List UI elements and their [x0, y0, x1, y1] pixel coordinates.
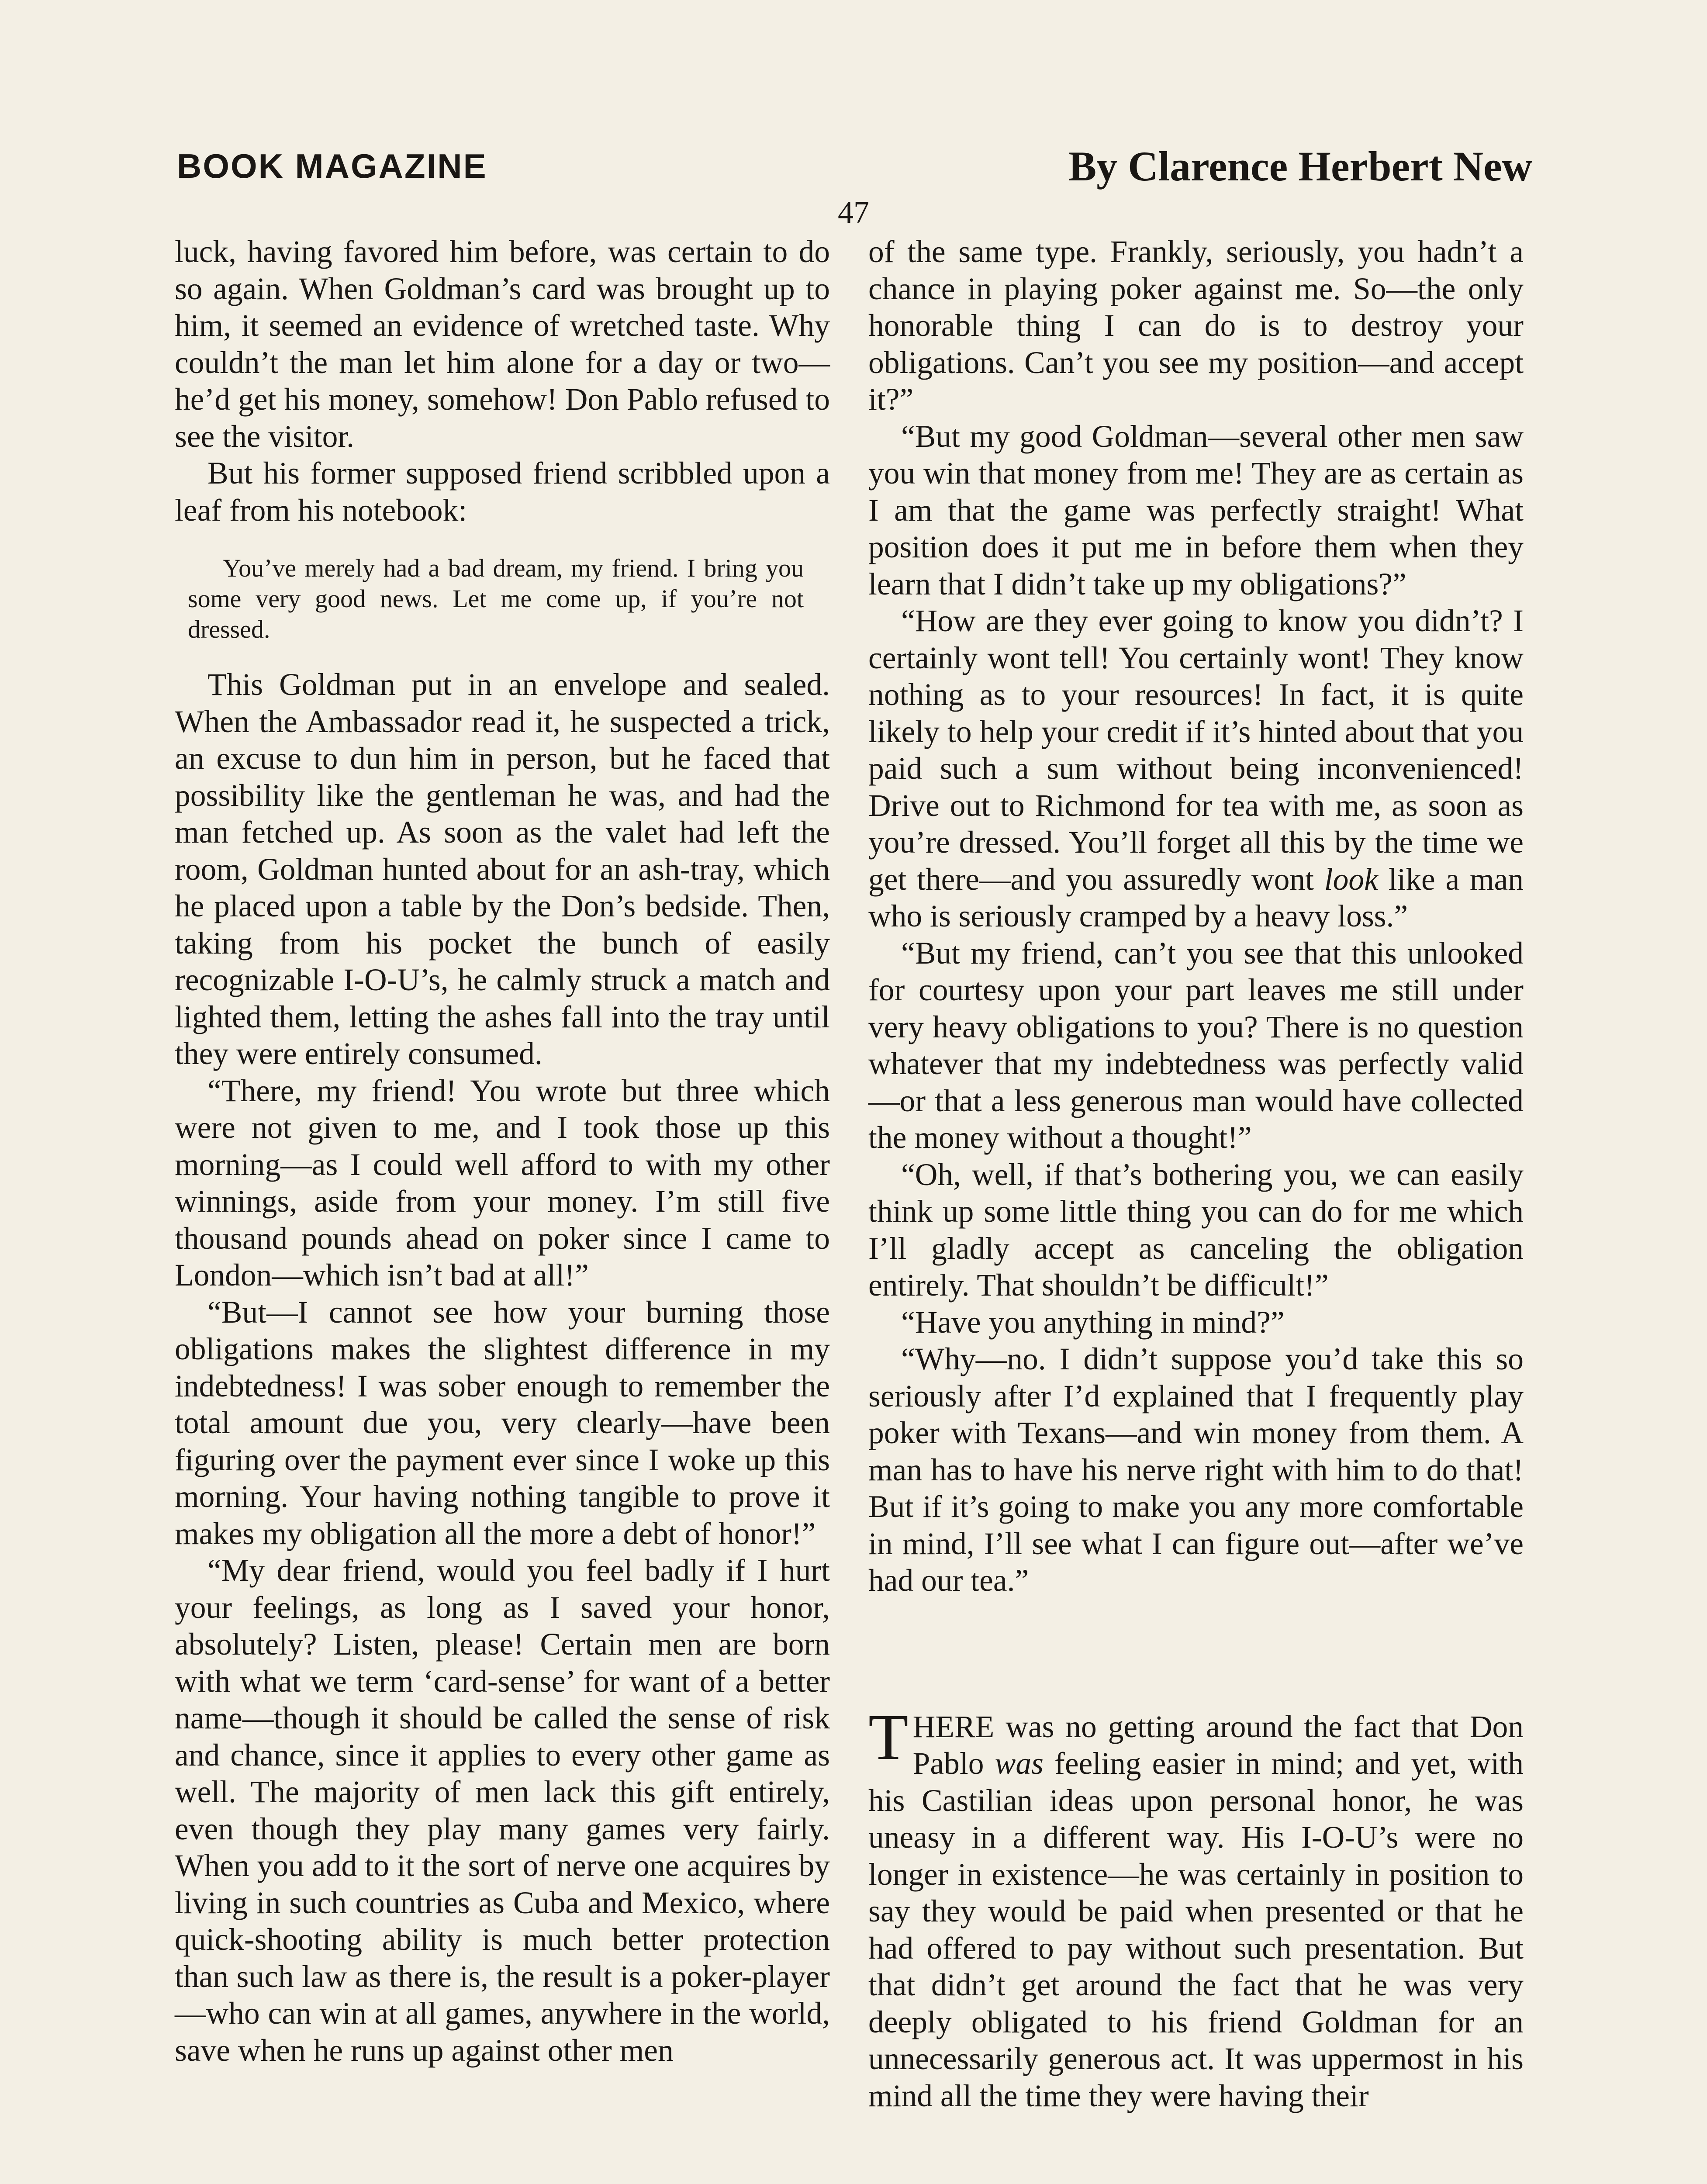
paragraph: [868, 603, 1524, 935]
italic-word: look: [1324, 862, 1378, 897]
paragraph: “But—I cannot see how your burning those obligations makes the slightest difference in my indebtedness! I was sober enough to remember the total amount due you, very clearly—have been figuring over the payment ever since I woke up this morning. Your having nothing tangible to prove it makes my obligation all the more a debt of honor!”: [175, 1295, 830, 1551]
running-header-left: BOOK MAGAZINE: [177, 147, 487, 185]
right-column: [868, 234, 1524, 2115]
page-number: 47: [838, 195, 869, 230]
section-break: [868, 1600, 1524, 1709]
paragraph: This Goldman put in an envelope and sealed. When the Ambassador read it, he suspected a trick, an excuse to dun him in person, but he faced that possibility like the gentleman he was, and had the man fetched up. As soon as the valet had left the room, Goldman hunted about for an ash-tray, which he placed upon a table by the Don’s bedside. Then, taking from his pocket the bunch of easily recognizable I-O-U’s, he calmly struck a match and lighted them, letting the ashes fall into the tray until they were entirely consumed.: [175, 667, 830, 1071]
paragraph: But his former supposed friend scribbled upon a leaf from his notebook:: [175, 456, 830, 528]
paragraph: of the same type. Frankly, seriously, you hadn’t a chance in playing poker against me. So—the only honorable thing I can do is to destroy your obligations. Can’t you see my position—and accept it?”: [868, 235, 1524, 417]
italic-word: was: [995, 1746, 1044, 1781]
paragraph: “But my friend, can’t you see that this unlooked for courtesy upon your part leaves me still under very heavy obligations to you? There is no question whatever that my indebtedness was perfectly valid—or that a less generous man would have collected the money without a thought!”: [868, 936, 1524, 1155]
notebook-note: You’ve merely had a bad dream, my friend. I bring you some very good news. Let me come up, if you’re not dressed.: [188, 554, 804, 643]
paragraph: “There, my friend! You wrote but three which were not given to me, and I took those up this morning—as I could well afford to with my other winnings, aside from your money. I’m still five thousand pounds ahead on poker since I came to London—which isn’t bad at all!”: [175, 1073, 830, 1292]
paragraph-text: was no getting around the fact that Don Pablo: [912, 1709, 1524, 1781]
paragraph: “But my good Goldman—several other men saw you win that money from me! They are as certain as I am that the game was perfectly straight! What position does it put me in before them when they learn that I didn’t take up my obligations?”: [868, 419, 1524, 601]
section-opening-paragraph: [868, 1700, 1524, 2115]
paragraph: luck, having favored him before, was certain to do so again. When Goldman’s card was brought up to him, it seemed an evidence of wretched taste. Why couldn’t the man let him alone for a day or two—he’d get his money, somehow! Don Pablo refused to see the visitor.: [175, 235, 830, 454]
paragraph-text: feeling easier in mind; and yet, with his Castilian ideas upon personal honor, he was uneasy in a different way. His I-O-U’s were no longer in existence—he was certainly in position to say they would be paid when presented or that he had offered to pay without such presentation. But that didn’t get around the fact that he was very deeply obligated to his friend Goldman for an unnecessarily generous act. It was uppermost in his mind all the time they were having their: [868, 1746, 1524, 2113]
paragraph-text: “How are they ever going to know you didn’t? I certainly wont tell! You certainly wont! They know nothing as to your resources! In fact, it is quite likely to help your credit if it’s hinted about that you paid such a sum without being inconvenienced! Drive out to Richmond for tea with me, as soon as you’re dressed. You’ll forget all this by the time we get there—and you assuredly wont: [868, 604, 1524, 897]
running-header-right: By Clarence Herbert New: [1068, 143, 1532, 190]
small-caps-word: HERE: [912, 1709, 995, 1744]
left-column: [175, 234, 830, 2069]
paragraph-text: like a man who is seriously cramped by a heavy loss.”: [868, 862, 1524, 933]
paragraph: “Why—no. I didn’t suppose you’d take this so seriously after I’d explained that I frequently play poker with Texans—and win money from them. A man has to have his nerve right with him to do that! But if it’s going to make you any more comfortable in mind, I’ll see what I can figure out—after we’ve had our tea.”: [868, 1342, 1524, 1598]
drop-cap: T: [868, 1700, 909, 1773]
paragraph: “Oh, well, if that’s bothering you, we can easily think up some little thing you can do for me which I’ll gladly accept as canceling the obligation entirely. That shouldn’t be difficult!”: [868, 1157, 1524, 1303]
paragraph: “Have you anything in mind?”: [901, 1305, 1285, 1340]
paragraph: “My dear friend, would you feel badly if I hurt your feelings, as long as I saved your honor, absolutely? Listen, please! Certain men are born with what we term ‘card-sense’ for want of a better name—though it should be called the sense of risk and chance, since it applies to every other game as well. The majority of men lack this gift entirely, even though they play many games very fairly. When you add to it the sort of nerve one acquires by living in such countries as Cuba and Mexico, where quick-shooting ability is much better protection than such law as there is, the result is a poker-player—who can win at all games, anywhere in the world, save when he runs up against other men: [175, 1553, 830, 2068]
